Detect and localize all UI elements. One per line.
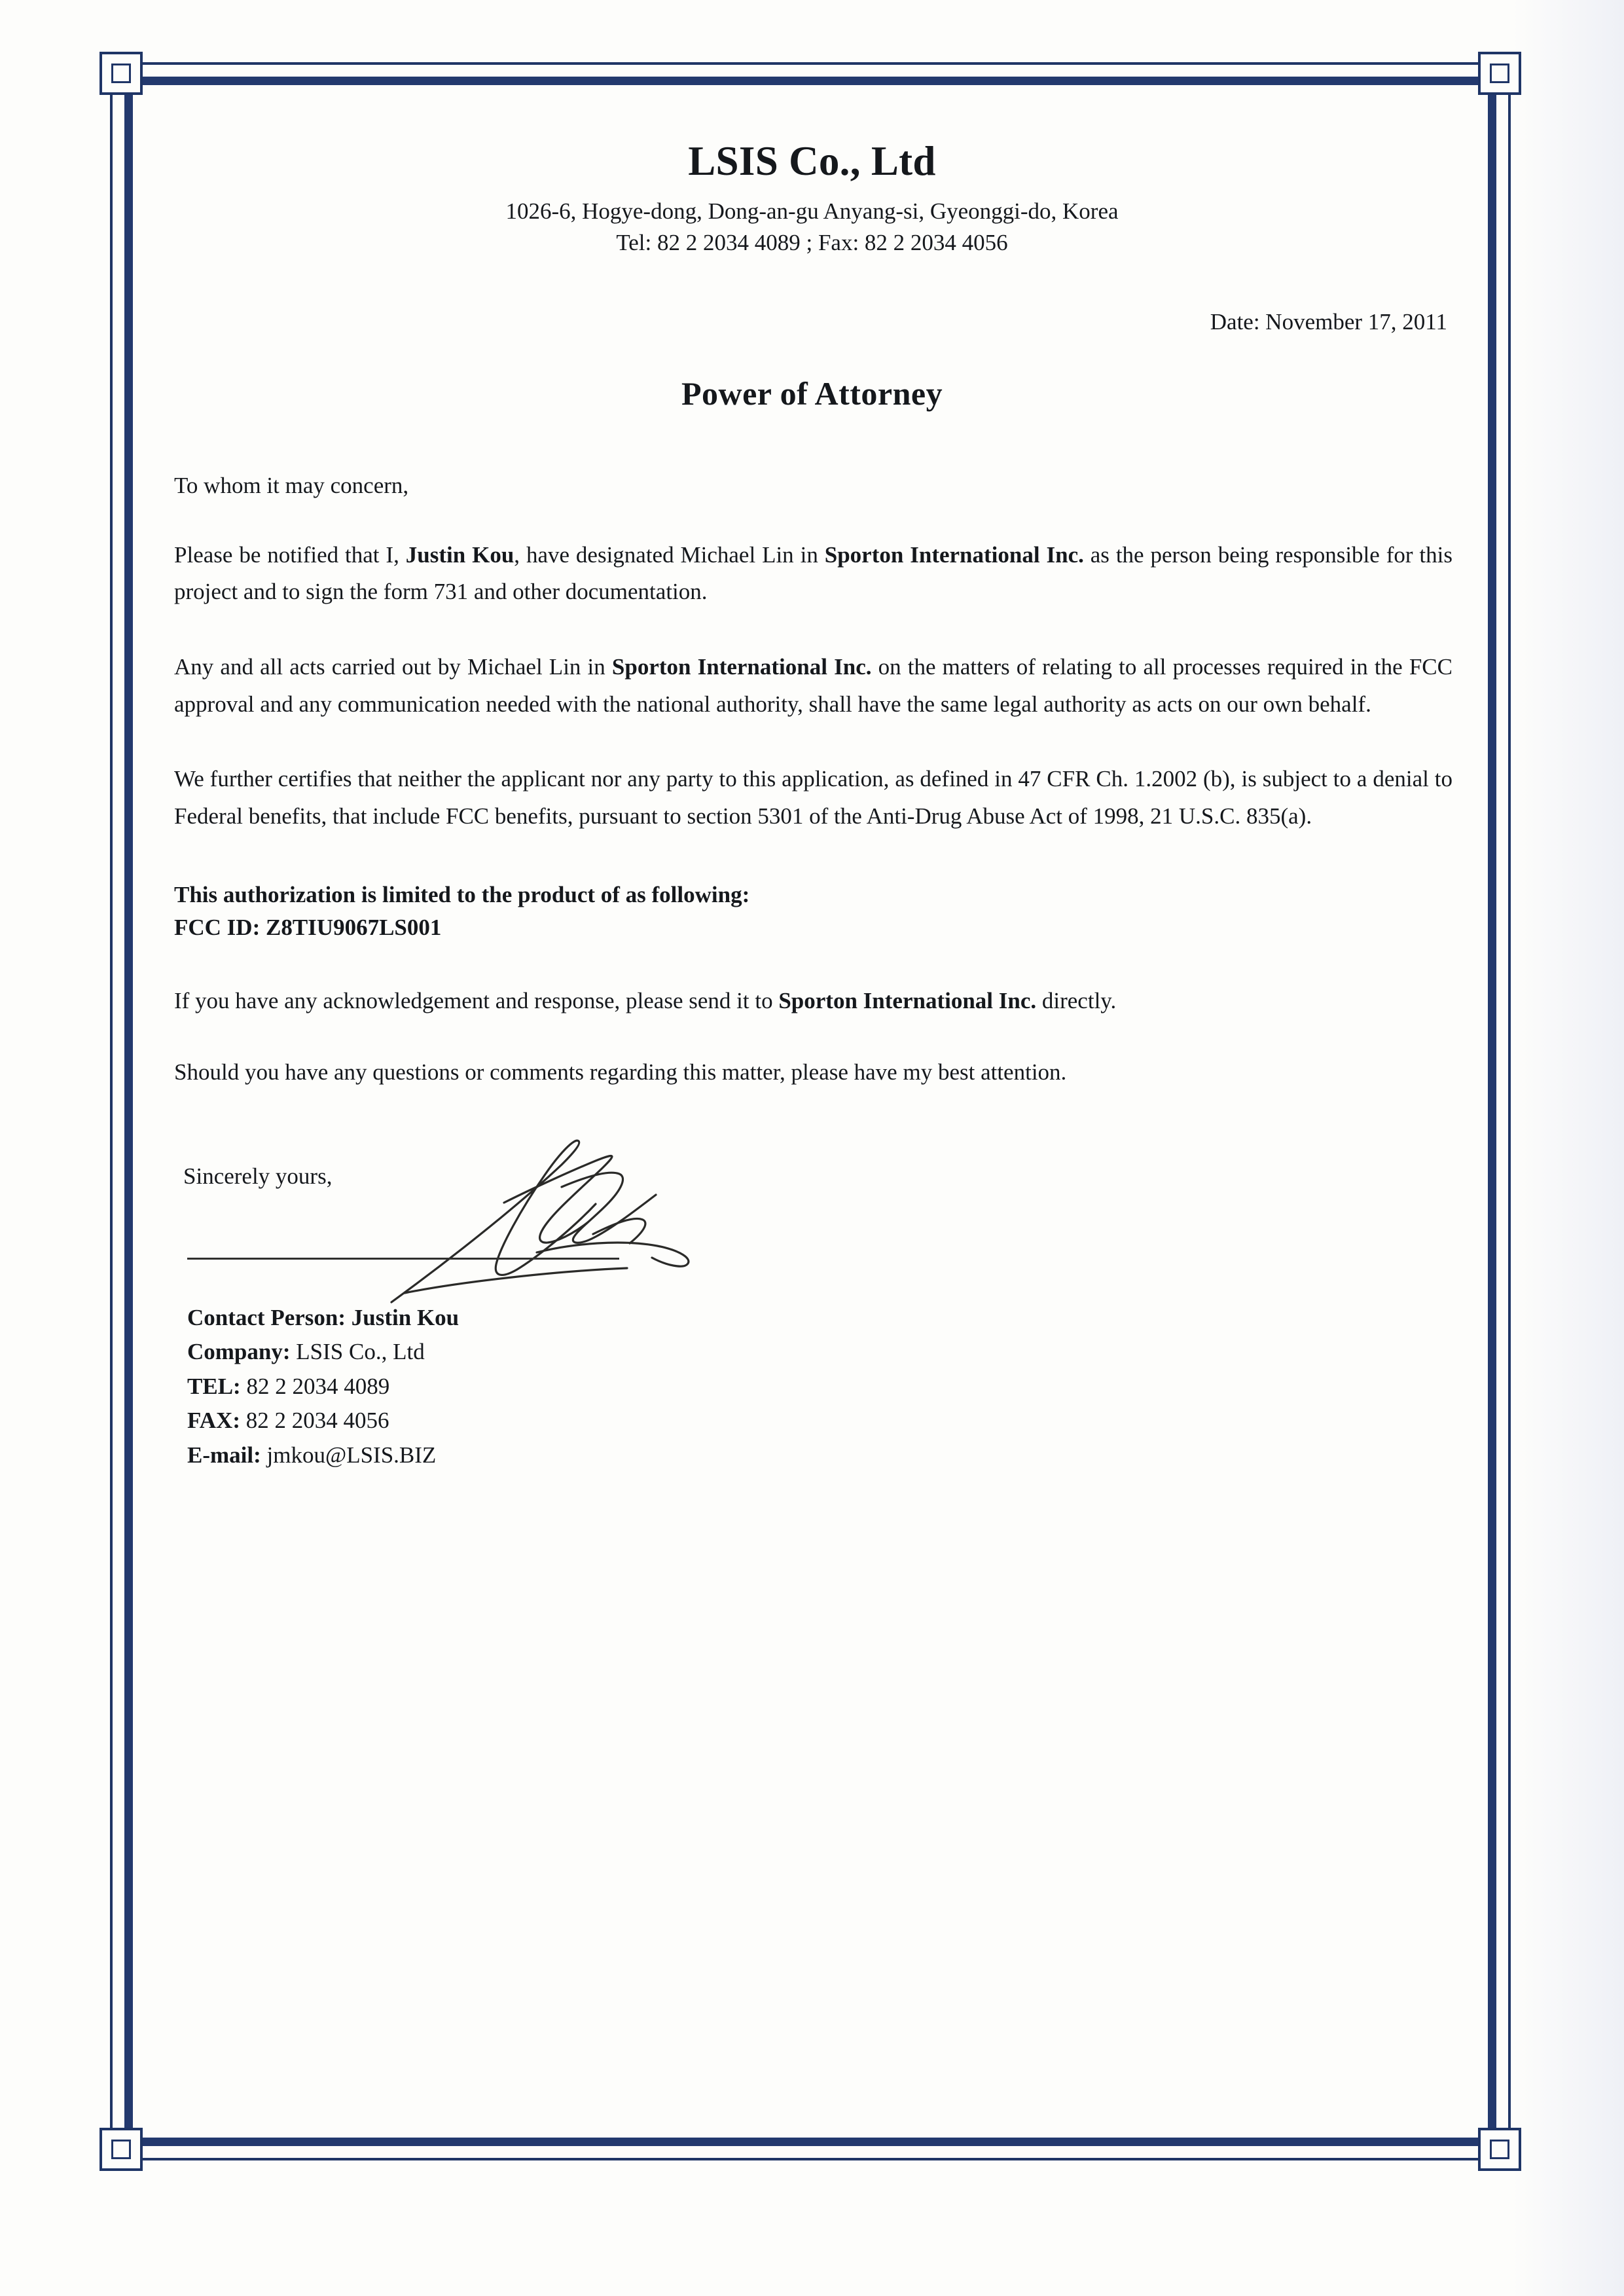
fcc-id-value: Z8TIU9067LS001 [265,915,442,941]
company-name: LSIS Co., Ltd [688,138,936,184]
contact-email-row [187,1438,1455,1473]
contact-tel-label: TEL: [187,1373,247,1399]
contact-company-label: Company: [187,1339,297,1365]
signature-area [169,1152,1455,1269]
salutation: To whom it may concern, [174,472,409,498]
paragraph-designation [169,537,1455,611]
contact-company-row [187,1335,1455,1370]
authorization-heading: This authorization is limited to the product of as following: [174,881,750,907]
page-title: Power of Attorney [681,374,943,412]
p2-part1: Any and all acts carried out by Michael Lin in [174,653,612,680]
contact-fax-row [187,1404,1455,1438]
paragraph-closing: Should you have any questions or comments regarding this matter, please have my best attention. [174,1059,1067,1085]
contact-email-value: jmkou@LSIS.BIZ [266,1442,437,1468]
paragraph-correspondence [169,983,1455,1020]
corner-ornament-top-left [99,52,143,95]
contact-fax-label: FAX: [187,1408,246,1434]
paragraph-authority [169,649,1455,723]
p1-part2: , have designated Michael Lin in [514,541,825,568]
signature-line [187,1258,619,1260]
p4-part2: directly. [1036,988,1117,1014]
contact-company-value: LSIS Co., Ltd [296,1339,425,1365]
contact-tel-row [187,1370,1455,1404]
contact-email-label: E-mail: [187,1442,267,1468]
p1-principal-name: Justin Kou [405,541,514,568]
fcc-id-label: FCC ID: [174,915,266,941]
corner-ornament-bottom-left [99,2128,143,2171]
contact-person-label: Contact Person: [187,1304,352,1330]
contact-tel-value: 82 2 2034 4089 [246,1373,390,1399]
p1-agent-company: Sporton International Inc. [824,541,1084,568]
corner-ornament-bottom-right [1478,2128,1521,2171]
p2-agent-company: Sporton International Inc. [611,653,872,680]
corner-ornament-top-right [1478,52,1521,95]
contact-person-value: Justin Kou [351,1304,460,1330]
sincerely-line: Sincerely yours, [183,1163,333,1189]
p4-part1: If you have any acknowledgement and response, please send it to [174,988,779,1014]
p1-part3: as the person being responsible for this project and to sign the form 731 and other documentation. [174,541,1453,605]
paragraph-certification: We further certifies that neither the applicant nor any party to this application, as defined in 47 CFR Ch. 1.2002 (b), is subject to a denial to Federal benefits, that include FCC benefits, pursuant to section 5301 of the Anti-Drug Abuse Act of 1998, 21 U.S.C. 835(a). [174,766,1453,829]
p1-part1: Please be notified that I, [174,541,406,568]
p4-agent-company: Sporton International Inc. [778,988,1037,1014]
document-content [169,137,1455,2102]
address-line-2: Tel: 82 2 2034 4089 ; Fax: 82 2 2034 4056 [616,230,1008,256]
document-date: Date: November 17, 2011 [1210,308,1447,335]
handwritten-signature-icon [365,1124,876,1321]
fcc-id-line [169,911,1455,945]
p2-part2: on the matters of relating to all processes required in the FCC approval and any communication needed with the national authority, shall have the same legal authority as acts on our own behalf. [174,653,1453,717]
contact-fax-value: 82 2 2034 4056 [245,1408,389,1434]
contact-details [169,1301,1455,1473]
company-address [169,196,1455,259]
address-line-1: 1026-6, Hogye-dong, Dong-an-gu Anyang-si, Gyeonggi-do, Korea [505,198,1119,224]
